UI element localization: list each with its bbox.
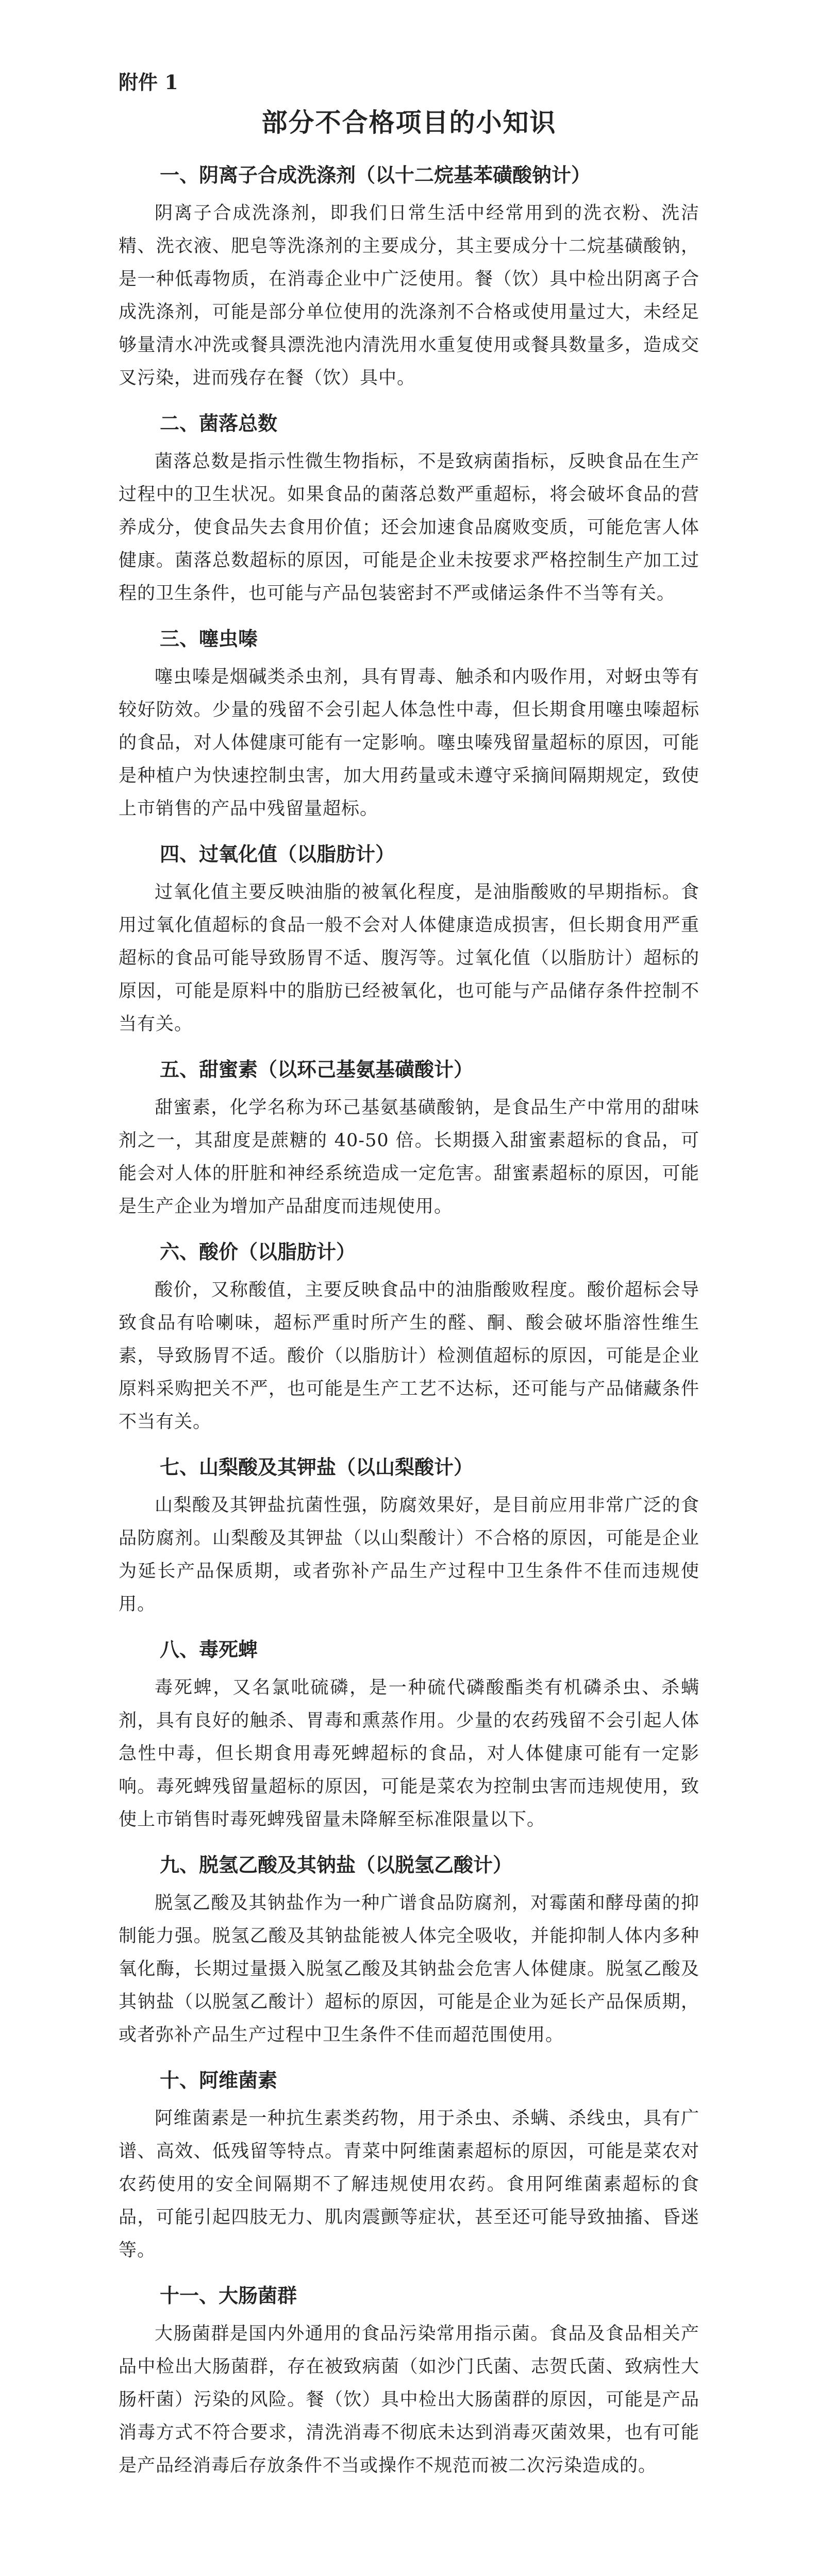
section-body: 脱氢乙酸及其钠盐作为一种广谱食品防腐剂，对霉菌和酵母菌的抑制能力强。脱氢乙酸及其钠盐能被人体完全吸收，并能抑制人体内多种氧化酶，长期过量摄入脱氢乙酸及其钠盐会危害人体健康。脱氢乙酸及其钠盐（以脱氢乙酸计）超标的原因，可能是企业为延长产品保质期，或者弥补产品生产过程中卫生条件不佳而超范围使用。 xyxy=(119,1893,699,2045)
section-body: 噻虫嗪是烟碱类杀虫剂，具有胃毒、触杀和内吸作用，对蚜虫等有较好防效。少量的残留不会引起人体急性中毒，但长期食用噻虫嗪超标的食品，对人体健康可能有一定影响。噻虫嗪残留量超标的原因，可能是种植户为快速控制虫害，加大用药量或未遵守采摘间隔期规定，致使上市销售的产品中残留量超标。 xyxy=(119,667,699,819)
section-heading: 九、脱氢乙酸及其钠盐（以脱氢乙酸计） xyxy=(160,1854,513,1876)
section-body: 阿维菌素是一种抗生素类药物，用于杀虫、杀螨、杀线虫，具有广谱、高效、低残留等特点。青菜中阿维菌素超标的原因，可能是菜农对农药使用的安全间隔期不了解违规使用农药。食用阿维菌素超标的食品，可能引起四肢无力、肌肉震颤等症状，甚至还可能导致抽搐、昏迷等。 xyxy=(119,2108,699,2261)
document-title: 部分不合格项目的小知识 xyxy=(261,107,557,138)
section-coliform-bacteria xyxy=(119,2279,699,2482)
section-abamectin xyxy=(119,2064,699,2267)
section-heading: 八、毒死蜱 xyxy=(160,1638,258,1661)
section-body: 阴离子合成洗涤剂，即我们日常生活中经常用到的洗衣粉、洗洁精、洗衣液、肥皂等洗涤剂的主要成分，其主要成分十二烷基磺酸钠，是一种低毒物质，在消毒企业中广泛使用。餐（饮）具中检出阴离子合成洗涤剂，可能是部分单位使用的洗涤剂不合格或使用量过大，未经足够量清水冲洗或餐具漂洗池内清洗用水重复使用或餐具数量多，造成交叉污染，进而残存在餐（饮）具中。 xyxy=(119,203,699,388)
section-acid-value xyxy=(119,1235,699,1438)
section-dehydroacetic-acid xyxy=(119,1849,699,2052)
section-heading: 十、阿维菌素 xyxy=(160,2069,278,2092)
section-body: 毒死蜱，又名氯吡硫磷，是一种硫代磷酸酯类有机磷杀虫、杀螨剂，具有良好的触杀、胃毒和熏蒸作用。少量的农药残留不会引起人体急性中毒，但长期食用毒死蜱超标的食品，对人体健康可能有一定影响。毒死蜱残留量超标的原因，可能是菜农为控制虫害而违规使用，致使上市销售时毒死蜱残留量未降解至标准限量以下。 xyxy=(119,1677,699,1830)
section-anionic-detergent xyxy=(119,159,699,395)
section-thiamethoxam xyxy=(119,622,699,825)
section-heading: 五、甜蜜素（以环己基氨基磺酸计） xyxy=(160,1058,474,1081)
section-sorbic-acid xyxy=(119,1451,699,1621)
section-heading: 二、菌落总数 xyxy=(160,412,278,435)
section-heading: 三、噻虫嗪 xyxy=(160,628,258,650)
section-body: 过氧化值主要反映油脂的被氧化程度，是油脂酸败的早期指标。食用过氧化值超标的食品一般不会对人体健康造成损害，但长期食用严重超标的食品可能导致肠胃不适、腹泻等。过氧化值（以脂肪计）超标的原因，可能是原料中的脂肪已经被氧化，也可能与产品储存条件控制不当有关。 xyxy=(119,882,699,1035)
section-heading: 四、过氧化值（以脂肪计） xyxy=(160,843,395,866)
section-body: 酸价，又称酸值，主要反映食品中的油脂酸败程度。酸价超标会导致食品有哈喇味，超标严重时所产生的醛、酮、酸会破坏脂溶性维生素，导致肠胃不适。酸价（以脂肪计）检测值超标的原因，可能是企业原料采购把关不严，也可能是生产工艺不达标，还可能与产品储藏条件不当有关。 xyxy=(119,1280,699,1432)
section-cyclamate xyxy=(119,1053,699,1223)
section-body: 大肠菌群是国内外通用的食品污染常用指示菌。食品及食品相关产品中检出大肠菌群，存在被致病菌（如沙门氏菌、志贺氏菌、致病性大肠杆菌）污染的风险。餐（饮）具中检出大肠菌群的原因，可能是产品消毒方式不符合要求，清洗消毒不彻底未达到消毒灭菌效果，也有可能是产品经消毒后存放条件不当或操作不规范而被二次污染造成的。 xyxy=(119,2324,699,2476)
section-body: 山梨酸及其钾盐抗菌性强，防腐效果好，是目前应用非常广泛的食品防腐剂。山梨酸及其钾盐（以山梨酸计）不合格的原因，可能是企业为延长产品保质期，或者弥补产品生产过程中卫生条件不佳而违规使用。 xyxy=(119,1495,699,1615)
section-body: 菌落总数是指示性微生物指标，不是致病菌指标，反映食品在生产过程中的卫生状况。如果食品的菌落总数严重超标，将会破坏食品的营养成分，使食品失去食用价值；还会加速食品腐败变质，可能危害人体健康。菌落总数超标的原因，可能是企业未按要求严格控制生产加工过程的卫生条件，也可能与产品包装密封不严或储运条件不当等有关。 xyxy=(119,451,699,604)
section-chlorpyrifos xyxy=(119,1633,699,1836)
attachment-label: 附件 1 xyxy=(119,71,178,94)
section-heading: 十一、大肠菌群 xyxy=(160,2284,297,2307)
section-heading: 七、山梨酸及其钾盐（以山梨酸计） xyxy=(160,1456,474,1479)
section-total-bacterial-count xyxy=(119,407,699,610)
section-peroxide-value xyxy=(119,838,699,1041)
section-heading: 六、酸价（以脂肪计） xyxy=(160,1241,356,1263)
section-body: 甜蜜素，化学名称为环己基氨基磺酸钠，是食品生产中常用的甜味剂之一，其甜度是蔗糖的 40-50 倍。长期摄入甜蜜素超标的食品，可能会对人体的肝脏和神经系统造成一定危害。甜蜜素超标的原因，可能是生产企业为增加产品甜度而违规使用。 xyxy=(119,1097,699,1217)
section-heading: 一、阴离子合成洗涤剂（以十二烷基苯磺酸钠计） xyxy=(160,164,591,187)
